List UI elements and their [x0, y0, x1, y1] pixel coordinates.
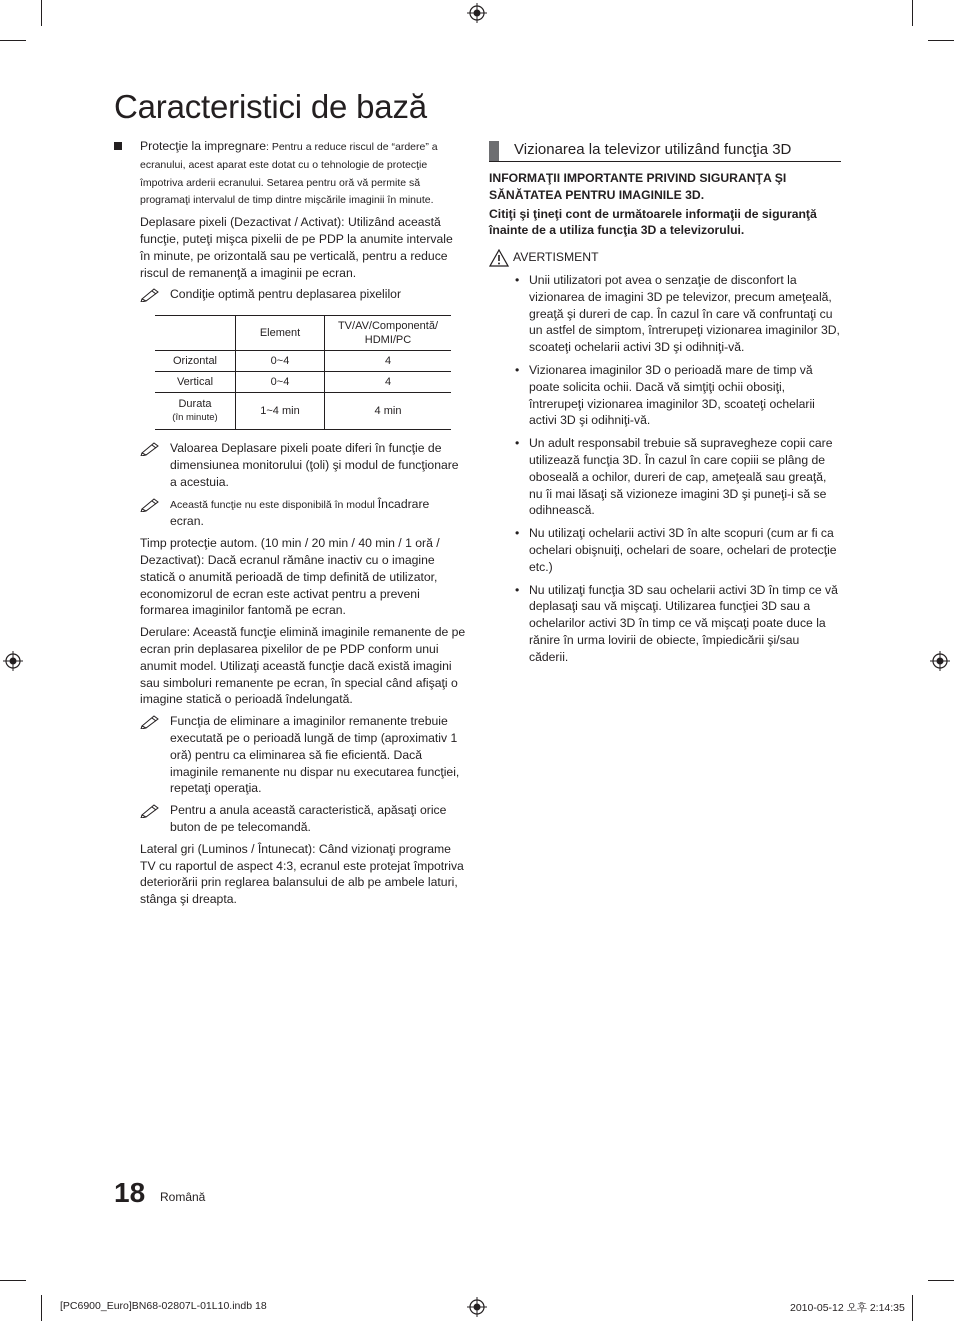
footer-file: [PC6900_Euro]BN68-02807L-01L10.indb 18 — [60, 1300, 267, 1312]
important-info: INFORMAŢII IMPORTANTE PRIVIND SIGURANŢA ŞI SĂNĂTATEA PENTRU IMAGINILE 3D. — [489, 171, 787, 202]
term-scrolling: Derulare — [140, 625, 187, 640]
crop-mark — [41, 0, 42, 26]
table-cell: 4 — [325, 351, 452, 372]
warning-triangle-icon — [489, 249, 509, 267]
table-header-cell: TV/AV/Componentă/ HDMI/PC — [325, 316, 452, 351]
note-pencil-icon — [140, 802, 162, 818]
crop-mark — [912, 1295, 913, 1321]
registration-mark-icon — [3, 651, 23, 671]
table-cell: 4 min — [325, 393, 452, 430]
warning-label — [489, 249, 841, 266]
table-cell: 0~4 — [236, 372, 325, 393]
table-row — [155, 372, 451, 393]
note — [140, 496, 466, 531]
crop-mark — [912, 0, 913, 26]
list-item — [489, 435, 841, 519]
pixel-shift-table — [155, 315, 451, 430]
crop-mark — [0, 40, 26, 41]
note-text: Funcţia de eliminare a imaginilor remanente trebuie executată pe o perioadă lungă de timp (aproximativ 1 oră) pentru ca eliminarea să fie eficientă. Dacă imaginile remanente nu dispar nu executarea funcţiei, repetaţi operaţia. — [170, 714, 460, 796]
crop-mark — [0, 1280, 26, 1281]
section-heading — [489, 139, 841, 162]
bullet-icon: • — [515, 526, 520, 541]
term-pixel-shift: Deplasare pixeli (Dezactivat / Activat) — [140, 215, 342, 230]
page-title: Caracteristici de bază — [114, 88, 427, 125]
table-cell: Vertical — [155, 372, 236, 393]
list-item — [489, 582, 841, 666]
table-header-row — [155, 316, 451, 351]
note-text: Pentru a anula această caracteristică, apăsaţi orice buton de pe telecomandă. — [170, 803, 447, 834]
left-column — [114, 138, 466, 913]
note-text: Această funcţie nu este disponibilă în modul — [170, 498, 378, 511]
table-cell: Orizontal — [155, 351, 236, 372]
note-term: Încadrare ecran — [170, 496, 430, 529]
note-text: Valoarea — [170, 441, 222, 456]
term-auto-protection-time: Timp protecţie autom. (10 min / 20 min / 40 min / 1 oră / Dezactivat) — [140, 536, 440, 567]
list-item-text: Nu utilizaţi funcţia 3D sau ochelarii activi 3D în timp ce vă deplasaţi sau vă mişcaţi. Utilizarea funcţiei 3D sau a ochelarilor activi 3D în timp ce vă mişcaţi poate duce la rănire în urma lovirii de obiecte, împiedicării şi/sau căderii. — [529, 582, 838, 664]
paragraph — [140, 138, 466, 209]
table-cell-label: Durata — [178, 398, 212, 411]
bullet-icon: • — [515, 362, 520, 377]
page-language: Română — [160, 1190, 206, 1204]
square-bullet-icon — [114, 142, 122, 150]
paragraph — [140, 841, 466, 908]
description: : Când vizionaţi programe TV cu raportul de aspect 4:3, ecranul este protejat împotriva deteriorării prin reglarea balansului de alb pe ambele laturi, stânga şi dreapta. — [140, 841, 464, 907]
term-gray-side: Lateral gri (Luminos / Întunecat) — [140, 841, 313, 856]
list-item-text: Unii utilizatori pot avea o senzaţie de disconfort la vizionarea de imagini 3D pe televizor, precum ameţeală, greaţă şi dureri de cap. În cazul în care vă confruntaţi cu un astfel de simptom, întrerupeţi vizionarea imaginilor 3D, scoateţi ochelarii activi 3D şi odihniţi-vă. — [529, 272, 840, 355]
table-row — [155, 393, 451, 430]
bullet-icon: • — [515, 272, 520, 287]
note — [140, 713, 466, 797]
table-cell: 1~4 min — [236, 393, 325, 430]
note-text: Condiţie optimă pentru deplasarea pixelilor — [170, 287, 402, 302]
note-text: poate diferi în funcţie de dimensiunea monitorului (ţoli) şi modul de funcţionare a acestuia. — [170, 441, 459, 489]
note-pencil-icon — [140, 713, 162, 729]
bullet-icon: • — [515, 582, 520, 597]
table-cell: 4 — [325, 372, 452, 393]
table-cell — [155, 393, 236, 430]
warning-text: AVERTISMENT — [513, 250, 599, 265]
table-cell-sublabel: (în minute) — [172, 412, 218, 424]
note — [140, 802, 466, 836]
paragraph — [140, 624, 466, 708]
crop-mark — [928, 1280, 954, 1281]
description: : Pentru a reduce riscul de “ardere” a ecranului, acest aparat este dotat cu o tehnologie de protecţie împotriva arderii ecranului. Setarea pentru oră vă permite să programaţi intervalul de timp dintre mişcările imaginii în minute. — [140, 141, 438, 207]
note — [140, 286, 466, 303]
registration-mark-icon — [930, 651, 950, 671]
section-heading-text: Vizionarea la televizor utilizând funcţia 3D — [514, 141, 792, 158]
list-item-text: Vizionarea imaginilor 3D o perioadă mare de timp vă poate solicita ochii. Dacă vă simţiţi ochii obosiţi, întrerupeţi vizionarea imaginilor 3D, scoateţi ochelarii activi 3D şi odihniţi-vă. — [529, 362, 815, 428]
bullet-icon: • — [515, 436, 520, 451]
description: : Dacă ecranul rămâne inactiv cu o imagine statică o anumită perioadă de timp definită de utilizator, economizorul de ecran este activat pentru a preveni formarea imaginilor fantomă pe ecran. — [140, 552, 438, 618]
list-item — [489, 525, 841, 575]
table-cell: 0~4 — [236, 351, 325, 372]
note-pencil-icon — [140, 496, 162, 512]
list-item — [489, 272, 841, 356]
registration-mark-icon — [467, 3, 487, 23]
footer-date: 2010-05-12 오후 2:14:35 — [790, 1302, 905, 1314]
note-pencil-icon — [140, 440, 162, 456]
crop-mark — [41, 1295, 42, 1321]
term-impregnation: Protecţie la impregnare — [140, 139, 266, 153]
note-term: Deplasare pixeli — [221, 441, 308, 456]
intro-text: Citiţi şi ţineţi cont de următoarele informaţii de siguranţă înainte de a utiliza funcţia 3D a televizorului. — [489, 206, 817, 238]
table-row — [155, 351, 451, 372]
right-column — [489, 139, 841, 672]
paragraph — [140, 214, 466, 281]
description: : Utilizând această funcţie, puteţi mişca pixelii de pe PDP la anumite intervale în minute, pe orizontală sau pe verticală, pentru a reduce riscul de remanenţă a imaginii pe ecran. — [140, 215, 453, 280]
table-header-cell — [155, 316, 236, 351]
registration-mark-icon — [467, 1297, 487, 1317]
list-item — [489, 362, 841, 429]
heading-bar — [489, 141, 499, 161]
note-pencil-icon — [140, 286, 162, 302]
feature-item-impregnation — [114, 138, 466, 209]
paragraph — [140, 535, 466, 619]
crop-mark — [928, 40, 954, 41]
table-header-cell: Element — [236, 316, 325, 351]
list-item-text: Nu utilizaţi ochelarii activi 3D în alte scopuri (cum ar fi ca ochelari obişnuiţi, ochelari de soare, ochelari de protecţie etc.) — [529, 526, 837, 574]
note-text: . — [200, 514, 204, 529]
description: : Această funcţie elimină imaginile remanente de pe ecran prin deplasarea pixelilor de pe PDP conform unui anumit model. Utilizaţi această funcţie dacă există imagini sau simboluri remanente pe ecran, în special când afişaţi o imagine statică o perioadă îndelungată. — [140, 625, 466, 707]
list-item-text: Un adult responsabil trebuie să supravegheze copii care utilizează funcţia 3D. În cazul în care copiii se plâng de oboseală a ochilor, dureri de cap, ameţeală sau greaţă, nu îi mai lăsaţi să vizioneze imagini 3D şi puneţi-i să se odihnească. — [529, 436, 833, 518]
note — [140, 440, 466, 490]
warning-list — [489, 272, 841, 666]
page-number: 18 — [114, 1177, 146, 1208]
